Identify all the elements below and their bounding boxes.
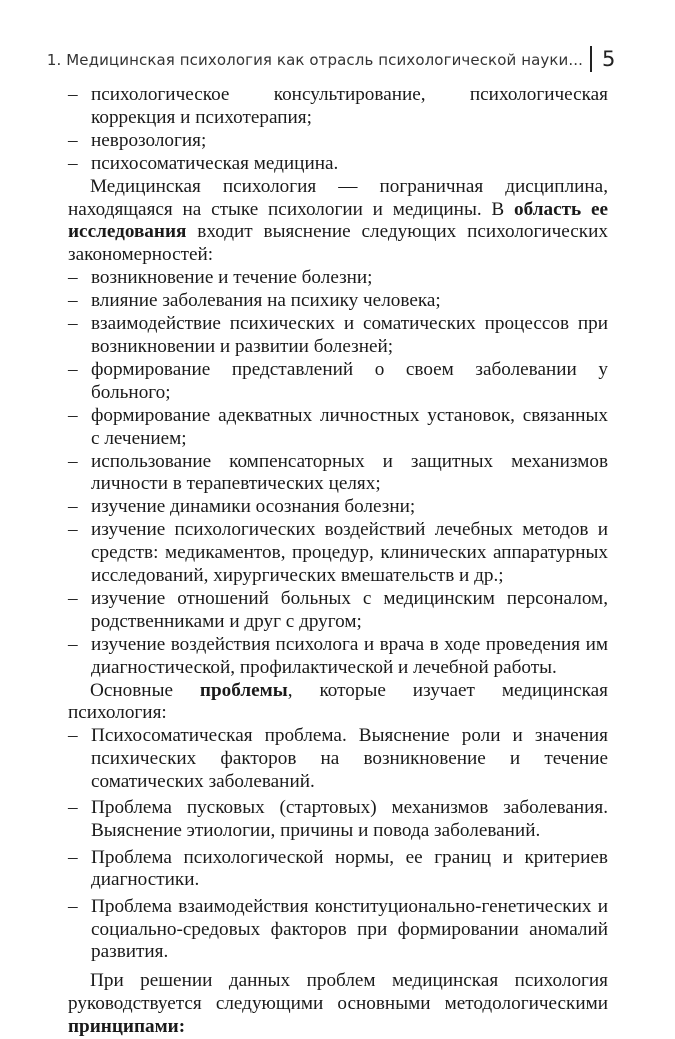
- list-item: – Проблема пусковых (стартовых) механизмов заболевания. Выяснение этиологии, причины и повода заболеваний.: [68, 797, 608, 843]
- paragraph-research-intro: Медицинская психология — пограничная дисциплина, находящаяся на стыке психологии и медицины. В область ее исследования входит выяснение следующих психологических закономерностей:: [68, 175, 608, 266]
- list-item: – изучение отношений больных с медицинским персоналом, родственниками и друг с другом;: [68, 588, 608, 634]
- term-principles: принципами:: [68, 1016, 186, 1038]
- list-item: – влияние заболевания на психику человека;: [68, 290, 608, 313]
- list-item: – Проблема психологической нормы, ее границ и критериев диагностики.: [68, 847, 608, 893]
- list-item: – изучение психологических воздействий лечебных методов и средств: медикаментов, процедур, клинических аппаратурных исследований, хирургических вмешательств и др.;: [68, 519, 608, 588]
- body-text: [68, 84, 608, 1039]
- list-item: – взаимодействие психических и соматических процессов при возникновении и развитии болезней;: [68, 313, 608, 359]
- paragraph-problems-intro: Основные проблемы, которые изучает медицинская психология:: [68, 679, 608, 724]
- list-problems: [68, 725, 608, 964]
- list-item: – возникновение и течение болезни;: [68, 267, 608, 290]
- list-item: – Психосоматическая проблема. Выяснение роли и значения психических факторов на возникновение и течение соматических заболеваний.: [68, 725, 608, 794]
- paragraph-principles-intro: При решении данных проблем медицинская психология руководствуется следующими основными методологическими принципами:: [68, 970, 608, 1038]
- list-item: – психосоматическая медицина.: [68, 153, 608, 176]
- list-top: [68, 84, 608, 176]
- header-divider: [590, 46, 592, 72]
- list-research: [68, 267, 608, 679]
- running-head: [0, 40, 675, 84]
- running-title: 1. Медицинская психология как отрасль психологической науки...: [46, 51, 583, 69]
- list-item: – психологическое консультирование, психологическая коррекция и психотерапия;: [68, 84, 608, 130]
- term-problems: проблемы: [199, 679, 288, 701]
- page-number: 5: [602, 47, 616, 71]
- list-item: – неврозология;: [68, 130, 608, 153]
- list-item: – формирование адекватных личностных установок, связанных с лечением;: [68, 405, 608, 451]
- list-item: – изучение динамики осознания болезни;: [68, 496, 608, 519]
- list-item: – формирование представлений о своем заболевании у больного;: [68, 359, 608, 405]
- list-item: – изучение воздействия психолога и врача в ходе проведения им диагностической, профилактической и лечебной работы.: [68, 634, 608, 680]
- list-item: – Проблема взаимодействия конституционально-генетических и социально-средовых факторов при формировании аномалий развития.: [68, 896, 608, 965]
- list-item: – использование компенсаторных и защитных механизмов личности в терапевтических целях;: [68, 451, 608, 497]
- term-research-area: область ее исследования: [68, 198, 608, 243]
